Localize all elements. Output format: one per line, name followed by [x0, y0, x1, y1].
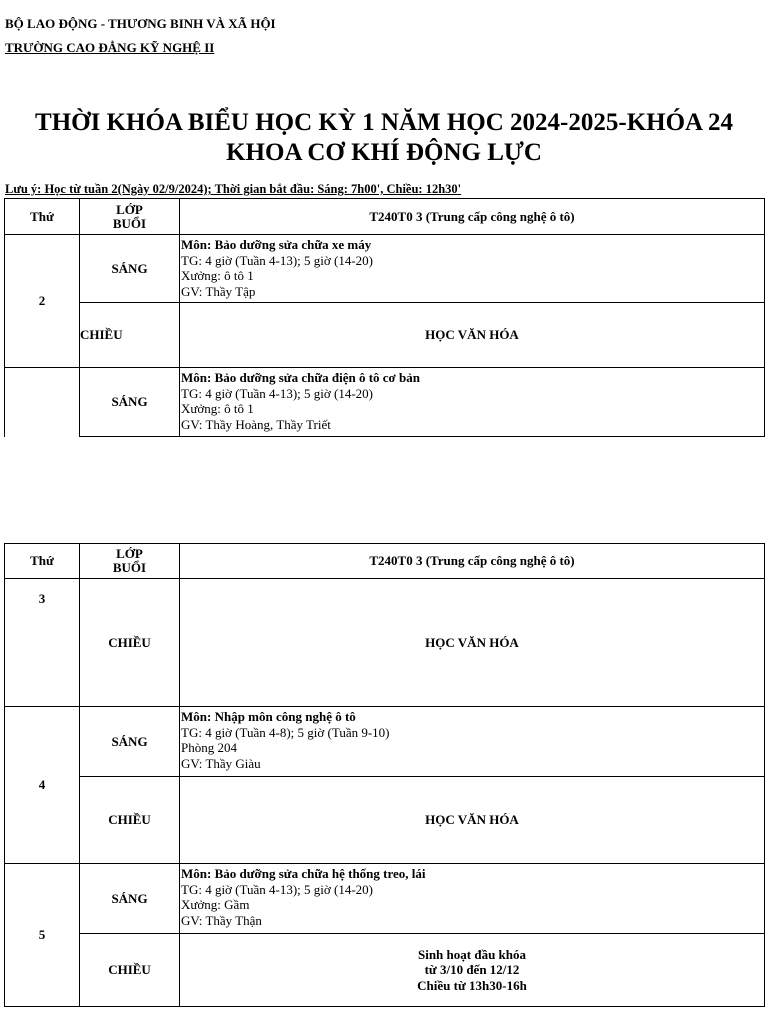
- culture-class: HỌC VĂN HÓA: [180, 303, 765, 368]
- lesson-cell: [180, 707, 765, 777]
- lesson-cell: [180, 368, 765, 437]
- schedule-note: Lưu ý: Học từ tuần 2(Ngày 02/9/2024); Thời gian bắt đầu: Sáng: 7h00', Chiều: 12h30': [5, 182, 462, 196]
- lesson-cell: [180, 864, 765, 934]
- lesson-cell: [180, 235, 765, 303]
- day-cell: 2: [5, 235, 80, 368]
- session-morning: SÁNG: [80, 707, 180, 777]
- ministry-header: BỘ LAO ĐỘNG - THƯƠNG BINH VÀ XÃ HỘI: [5, 16, 276, 31]
- header-day: Thứ: [5, 544, 80, 579]
- hours: TG: 4 giờ (Tuần 4-13); 5 giờ (14-20): [181, 881, 374, 897]
- day-cell: 5: [5, 864, 80, 1007]
- orientation-activity: [180, 934, 765, 1007]
- session-morning: SÁNG: [80, 368, 180, 437]
- room: Xưởng: ô tô 1: [181, 401, 254, 416]
- table-row: [5, 368, 765, 437]
- session-afternoon: CHIỀU: [80, 934, 180, 1007]
- room: Xưởng: ô tô 1: [181, 268, 254, 283]
- day-cell: 4: [5, 707, 80, 864]
- title-line-2: KHOA CƠ KHÍ ĐỘNG LỰC: [226, 139, 542, 166]
- header-group: T240T0 3 (Trung cấp công nghệ ô tô): [180, 199, 765, 235]
- table-row: [5, 777, 765, 864]
- hours: TG: 4 giờ (Tuần 4-13); 5 giờ (14-20): [181, 252, 374, 268]
- activity-title: Sinh hoạt đầu khóa: [417, 946, 527, 962]
- header-session: BUỔI: [112, 560, 147, 575]
- culture-class: HỌC VĂN HÓA: [180, 777, 765, 864]
- header-session: BUỔI: [112, 215, 147, 231]
- schedule-table-2: [4, 543, 765, 1007]
- table-row: [5, 707, 765, 777]
- table-header-row: [5, 199, 765, 235]
- activity-time: Chiều từ 13h30-16h: [417, 977, 527, 993]
- table-header-row: [5, 544, 765, 579]
- session-afternoon: CHIỀU: [80, 777, 180, 864]
- table-row: [5, 235, 765, 303]
- table-row: [5, 303, 765, 368]
- header-group: T240T0 3 (Trung cấp công nghệ ô tô): [180, 544, 765, 579]
- subject: Môn: Nhập môn công nghệ ô tô: [181, 709, 356, 724]
- page-title: [0, 108, 768, 168]
- teacher: GV: Thầy Giàu: [181, 755, 261, 771]
- day-cell: [5, 368, 80, 437]
- teacher: GV: Thầy Thận: [181, 912, 262, 928]
- session-afternoon: CHIỀU: [80, 579, 180, 707]
- subject: Môn: Bảo dưỡng sửa chữa điện ô tô cơ bản: [181, 370, 420, 385]
- room: Xưởng: Gầm: [181, 897, 250, 912]
- subject: Môn: Bảo dưỡng sửa chữa hệ thống treo, lái: [181, 866, 426, 881]
- table-row: [5, 864, 765, 934]
- session-morning: SÁNG: [80, 864, 180, 934]
- table-row: [5, 579, 765, 707]
- activity-dates: từ 3/10 đến 12/12: [424, 962, 520, 978]
- header-class: LỚP: [116, 201, 143, 217]
- teacher: GV: Thầy Hoàng, Thầy Triết: [181, 416, 331, 432]
- room: Phòng 204: [181, 740, 237, 755]
- header-class: LỚP: [116, 546, 143, 561]
- subject: Môn: Bảo dưỡng sửa chữa xe máy: [181, 237, 372, 252]
- header-class-session: [80, 199, 180, 235]
- title-line-1: THỜI KHÓA BIỂU HỌC KỲ 1 NĂM HỌC 2024-2025-KHÓA 24: [35, 109, 733, 136]
- session-morning: SÁNG: [80, 235, 180, 303]
- schedule-table-1: [4, 198, 765, 437]
- hours: TG: 4 giờ (Tuần 4-8); 5 giờ (Tuần 9-10): [181, 724, 390, 740]
- school-header: TRƯỜNG CAO ĐẲNG KỸ NGHỆ II: [5, 40, 215, 55]
- table-row: [5, 934, 765, 1007]
- header-class-session: [80, 544, 180, 579]
- culture-class: HỌC VĂN HÓA: [180, 579, 765, 707]
- hours: TG: 4 giờ (Tuần 4-13); 5 giờ (14-20): [181, 385, 374, 401]
- header-day: Thứ: [5, 199, 80, 235]
- teacher: GV: Thầy Tập: [181, 283, 256, 299]
- session-afternoon: CHIỀU: [80, 303, 180, 368]
- day-cell: 3: [5, 579, 80, 707]
